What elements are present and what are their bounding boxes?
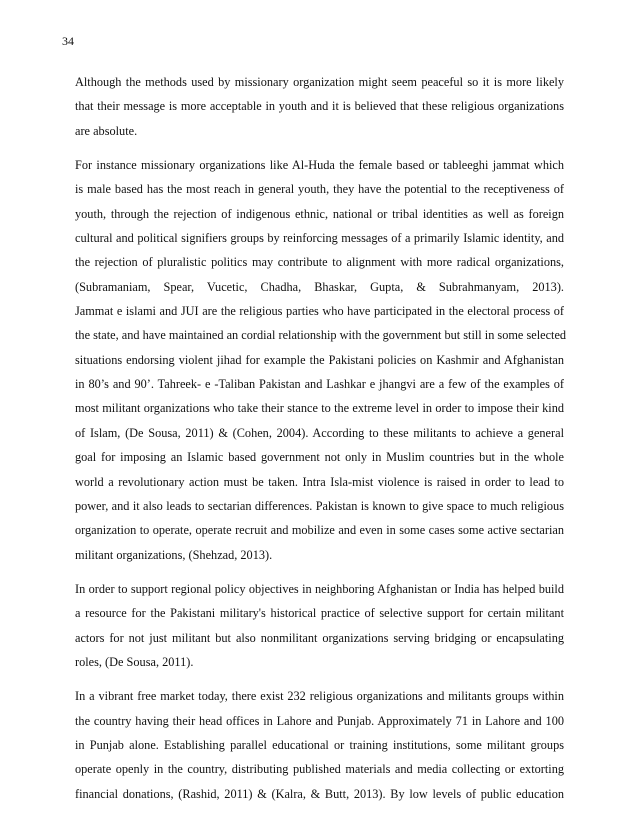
text-line: In order to support regional policy objectives in neighboring Afghanistan or India has helped build	[75, 581, 564, 596]
text-line: a resource for the Pakistani military's historical practice of selective support for certain militant	[75, 606, 564, 621]
text-line: is male based has the most reach in general youth, they have the potential to the receptiveness of	[75, 182, 564, 197]
text-line: For instance missionary organizations like Al-Huda the female based or tableeghi jammat which	[75, 158, 564, 173]
text-line: the country having their head offices in Lahore and Punjab. Approximately 71 in Lahore and 100	[75, 713, 564, 728]
paragraph	[75, 153, 567, 567]
text-line: actors for not just militant but also nonmilitant organizations serving bridging or encapsulating	[75, 630, 564, 645]
text-line: youth, through the rejection of indigenous ethnic, national or tribal identities as well as foreign	[75, 206, 564, 221]
text-line: goal for imposing an Islamic based government not only in Muslim countries but in the whole	[75, 450, 564, 465]
text-line: financial donations, (Rashid, 2011) & (Kalra, & Butt, 2013). By low levels of public education	[75, 786, 564, 801]
text-line: are absolute.	[75, 123, 138, 138]
text-line: organization to operate, operate recruit and mobilize and even in some cases some active sectarian	[75, 523, 564, 538]
text-line: the state, and have maintained an cordial relationship with the government but still in some selected	[75, 328, 567, 343]
paragraph	[75, 577, 564, 674]
text-line: Jammat e islami and JUI are the religious parties who have participated in the electoral process of	[75, 304, 564, 319]
page-number: 34	[62, 34, 74, 48]
text-line: power, and it also leads to sectarian differences. Pakistan is known to give space to much religious	[75, 498, 564, 513]
text-line: in Punjab alone. Establishing parallel educational or training institutions, some militant groups	[75, 737, 564, 752]
text-line: (Subramaniam, Spear, Vucetic, Chadha, Bhaskar, Gupta, & Subrahmanyam, 2013).	[75, 279, 564, 294]
text-line: most militant organizations who take their stance to the extreme level in order to impose their kind	[75, 401, 564, 416]
body-text	[75, 70, 567, 816]
paragraph	[75, 684, 564, 806]
text-line: Although the methods used by missionary organization might seem peaceful so it is more likely	[75, 75, 564, 89]
text-line: roles, (De Sousa, 2011).	[75, 654, 194, 669]
text-line: in 80’s and 90’. Tahreek- e -Taliban Pakistan and Lashkar e jhangvi are a few of the examples of	[75, 377, 564, 392]
text-line: world a revolutionary action must be taken. Intra Isla-mist violence is raised in order to lead to	[75, 474, 564, 489]
text-line: that their message is more acceptable in youth and it is believed that these religious organizations	[75, 99, 564, 114]
paragraph	[75, 70, 564, 143]
text-line: operate openly in the country, distributing published materials and media collecting or extorting	[75, 762, 564, 777]
text-line: of Islam, (De Sousa, 2011) & (Cohen, 2004). According to these militants to achieve a general	[75, 425, 564, 440]
text-line: militant organizations, (Shehzad, 2013).	[75, 547, 273, 562]
text-line: In a vibrant free market today, there exist 232 religious organizations and militants groups within	[75, 689, 564, 704]
text-line: situations endorsing violent jihad for example the Pakistani policies on Kashmir and Afghanistan	[75, 352, 564, 367]
text-line: the rejection of pluralistic politics may contribute to alignment with more radical organizations,	[75, 255, 564, 270]
text-line: cultural and political signifiers groups by reinforcing messages of a primarily Islamic identity, and	[75, 231, 564, 246]
